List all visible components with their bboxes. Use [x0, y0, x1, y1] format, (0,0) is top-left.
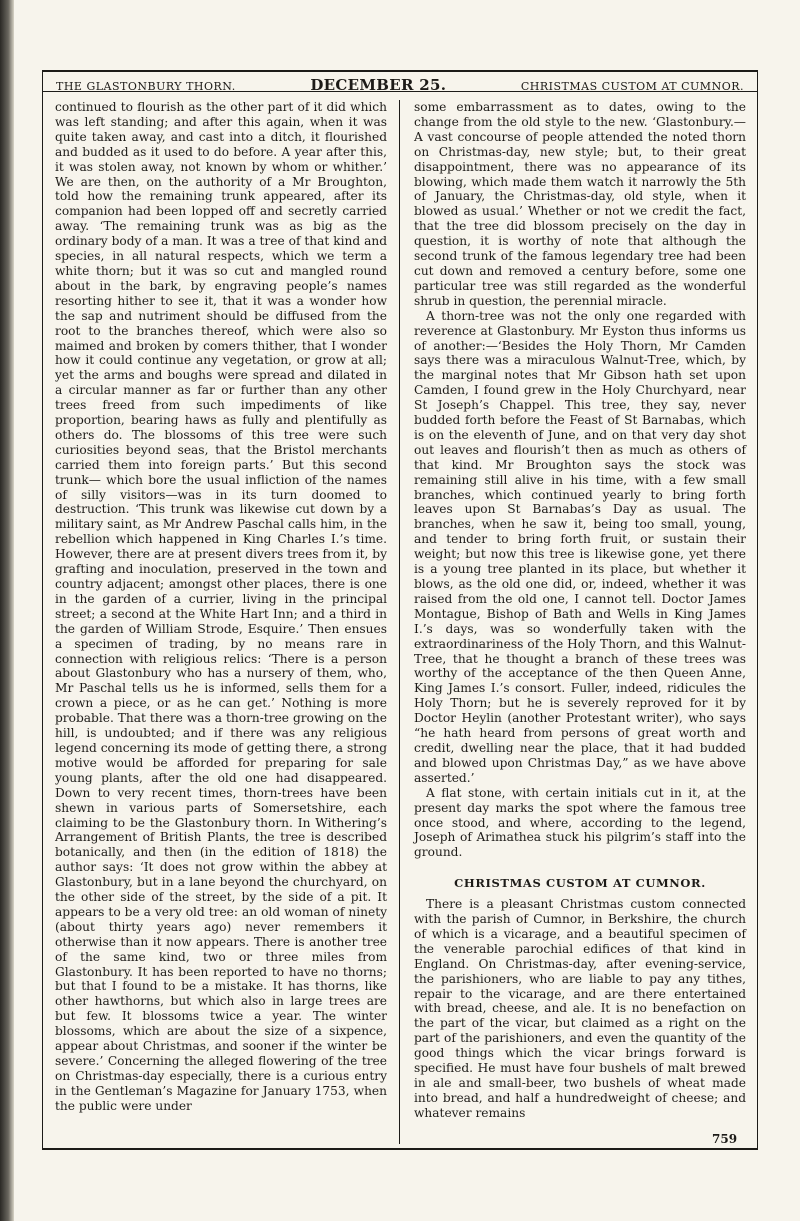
column-divider — [399, 100, 400, 1144]
running-header — [56, 76, 744, 92]
right-column — [414, 100, 746, 1121]
header-right: CHRISTMAS CUSTOM AT CUMNOR. — [520, 80, 744, 93]
header-left: THE GLASTONBURY THORN. — [56, 80, 236, 93]
page-number: 759 — [712, 1132, 738, 1146]
bottom-rule — [42, 1148, 758, 1150]
paragraph: A thorn-tree was not the only one regarded with reverence at Glastonbury. Mr Eyston thus informs us of another:—‘Besides the Holy Thorn, Mr Camden says there was a miraculous Walnut-Tree, which, by the marginal notes that Mr Gibson hath set upon Camden, I found grew in the Holy Churchyard, near St Joseph’s Chappel. This tree, they say, never budded forth before the Feast of St Barnabas, which is on the eleventh of June, and on that very day shot out leaves and flourish’t then as much as others of that kind. Mr Broughton says the stock was remaining still alive in his time, with a few small branches, which continued yearly to bring forth leaves upon St Barnabas’s Day as usual. The branches, when he saw it, being too small, young, and tender to bring forth fruit, or sustain their weight; but now this tree is likewise gone, yet there is a young tree planted in its place, but whether it blows, as the old one did, or, indeed, whether it was raised from the old one, I cannot tell. Doctor James Montague, Bishop of Bath and Wells in King James I.’s days, was so wonderfully taken with the extraordinariness of the Holy Thorn, and this Walnut-Tree, that he thought a branch of these trees was worthy of the acceptance of the then Queen Anne, King James I.’s consort. Fuller, indeed, ridicules the Holy Thorn; but he is severely reproved for it by Doctor Heylin (another Protestant writer), who says “he hath heard from persons of great worth and credit, dwelling near the place, that it had budded and blowed upon Christmas Day,” as we have above asserted.’ — [414, 308, 746, 785]
paragraph: continued to flourish as the other part of it did which was left standing; and after this again, when it was quite taken away, and cast into a ditch, it flourished and budded as it used to do before. A year after this, it was stolen away, not known by whom or whither.’ We are then, on the authority of a Mr Broughton, told how the remaining trunk appeared, after its companion had been lopped off and secretly carried away. ‘The remaining trunk was as big as the ordinary body of a man. It was a tree of that kind and species, in all natural respects, which we term a white thorn; but it was so cut and mangled round about in the bark, by engraving people’s names resorting hither to see it, that it was a wonder how the sap and nutriment should be diffused from the root to the branches thereof, which were also so maimed and broken by comers thither, that I wonder how it could continue any vegetation, or grow at all; yet the arms and boughs were spread and dilated in a circular manner as far or further than any other trees freed from such impediments of like proportion, bearing haws as fully and plentifully as others do. The blossoms of this tree were such curiosities beyond seas, that the Bristol merchants carried them into foreign parts.’ But this second trunk— which bore the usual infliction of the names of silly visitors—was in its turn doomed to destruction. ‘This trunk was likewise cut down by a military saint, as Mr Andrew Paschal calls him, in the rebellion which happened in King Charles I.’s time. However, there are at present divers trees from it, by grafting and inoculation, preserved in the town and country adjacent; amongst other places, there is one in the garden of a currier, living in the principal street; a second at the White Hart Inn; and a third in the garden of William Strode, Esquire.’ Then ensues a specimen of trading, by no means rare in connection with religious relics: ‘There is a person about Glastonbury who has a nursery of them, who, Mr Paschal tells us he is informed, sells them for a crown a piece, or as he can get.’ Nothing is more probable. That there was a thorn-tree growing on the hill, is undoubted; and if there was any religious legend concerning its mode of getting there, a strong motive would be afforded for preparing for sale young plants, after the old one had disappeared. Down to very recent times, thorn-trees have been shewn in various parts of Somersetshire, each claiming to be the Glastonbury thorn. In Withering’s Arrangement of British Plants, the tree is described botanically, and then (in the edition of 1818) the author says: ‘It does not grow within the abbey at Glastonbury, but in a lane beyond the churchyard, on the other side of the street, by the side of a pit. It appears to be a very old tree: an old woman of ninety (about thirty years ago) never remembers it otherwise than it now appears. There is another tree of the same kind, two or three miles from Glastonbury. It has been reported to have no thorns; but that I found to be a mistake. It has thorns, like other hawthorns, but which also in large trees are but few. It blossoms twice a year. The winter blossoms, which are about the size of a sixpence, appear about Christmas, and sooner if the winter be severe.’ Concerning the alleged flowering of the tree on Christmas-day especially, there is a curious entry in the Gentleman’s Magazine for January 1753, when the public were under — [55, 100, 387, 1113]
paragraph: There is a pleasant Christmas custom connected with the parish of Cumnor, in Berkshire, the church of which is a vicarage, and a beautiful specimen of the venerable parochial edifices of that kind in England. On Christmas-day, after evening-service, the parishioners, who are liable to pay any tithes, repair to the vicarage, and are there entertained with bread, cheese, and ale. It is no benefaction on the part of the vicar, but claimed as a right on the part of the parishioners, and even the quantity of the good things which the vicar brings forward is specified. He must have four bushels of malt brewed in ale and small-beer, two bushels of wheat made into bread, and half a hundredweight of cheese; and whatever remains — [414, 897, 746, 1120]
right-border — [757, 70, 758, 1150]
left-border — [42, 70, 43, 1150]
paragraph: some embarrassment as to dates, owing to the change from the old style to the new. ‘Glastonbury.—A vast concourse of people attended the noted thorn on Christmas-day, new style; but, to their great disappointment, there was no appearance of its blowing, which made them watch it narrowly the 5th of January, the Christmas-day, old style, when it blowed as usual.’ Whether or not we credit the fact, that the tree did blossom precisely on the day in question, it is worthy of note that although the second trunk of the famous legendary tree had been cut down and removed a century before, some one particular tree was still regarded as the wonderful shrub in question, the perennial miracle. — [414, 100, 746, 308]
section-heading: CHRISTMAS CUSTOM AT CUMNOR. — [454, 876, 706, 891]
binding-shadow — [0, 0, 14, 1221]
header-date: DECEMBER 25. — [310, 76, 447, 94]
paragraph: A flat stone, with certain initials cut in it, at the present day marks the spot where the famous tree once stood, and where, according to the legend, Joseph of Arimathea stuck his pilgrim’s staff into the ground. — [414, 785, 746, 860]
left-column — [55, 100, 387, 1114]
top-rule — [42, 70, 758, 72]
